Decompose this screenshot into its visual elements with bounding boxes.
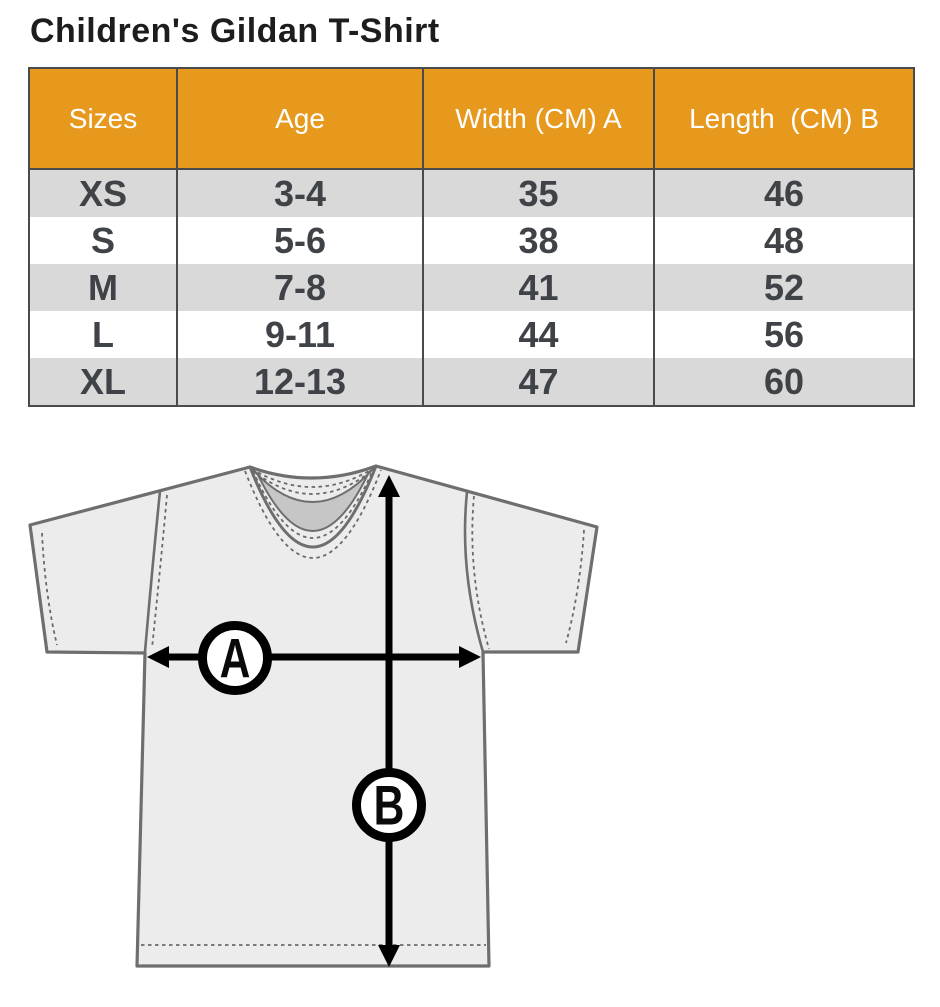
- length-cell: 56: [655, 311, 913, 358]
- column-header-sizes: Sizes: [30, 69, 178, 170]
- size-cell: M: [30, 264, 178, 311]
- width-cell: 41: [424, 264, 655, 311]
- length-cell: 60: [655, 358, 913, 405]
- size-cell: S: [30, 217, 178, 264]
- width-cell: 38: [424, 217, 655, 264]
- age-cell: 3-4: [178, 170, 424, 217]
- age-cell: 7-8: [178, 264, 424, 311]
- size-cell: L: [30, 311, 178, 358]
- length-cell: 46: [655, 170, 913, 217]
- page-title: Children's Gildan T-Shirt: [30, 12, 440, 50]
- width-marker-label: A: [219, 626, 251, 690]
- width-marker: [203, 626, 268, 691]
- tshirt-measurement-diagram: [0, 440, 630, 1007]
- length-cell: 52: [655, 264, 913, 311]
- column-header-age: Age: [178, 69, 424, 170]
- column-header-length: Length (CM) B: [655, 69, 913, 170]
- size-cell: XL: [30, 358, 178, 405]
- size-cell: XS: [30, 170, 178, 217]
- width-cell: 35: [424, 170, 655, 217]
- length-marker-label: B: [373, 773, 405, 837]
- age-cell: 9-11: [178, 311, 424, 358]
- tshirt-silhouette: [30, 466, 597, 966]
- column-header-width: Width (CM) A: [424, 69, 655, 170]
- width-cell: 47: [424, 358, 655, 405]
- length-cell: 48: [655, 217, 913, 264]
- length-marker: [357, 773, 422, 838]
- size-table: [28, 67, 915, 407]
- age-cell: 12-13: [178, 358, 424, 405]
- age-cell: 5-6: [178, 217, 424, 264]
- width-cell: 44: [424, 311, 655, 358]
